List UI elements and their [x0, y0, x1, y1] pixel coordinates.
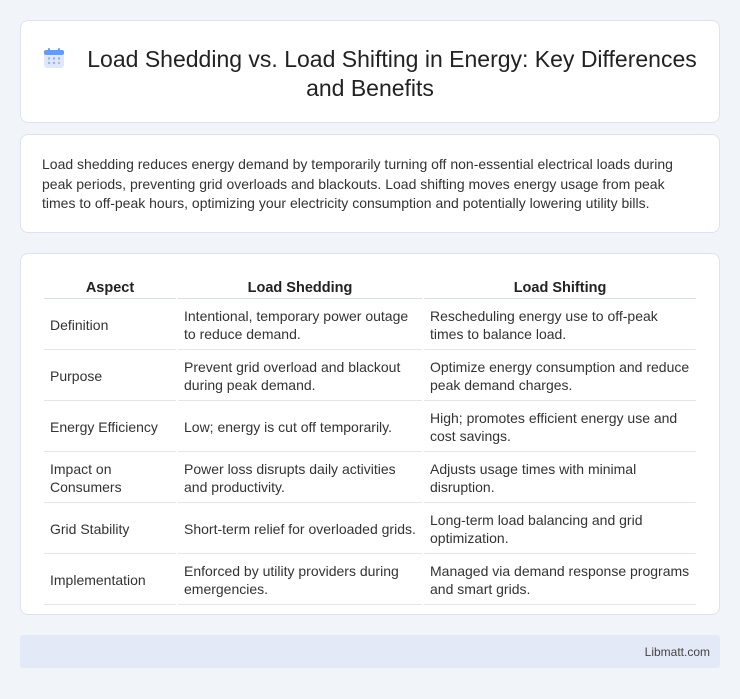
footer: [20, 635, 720, 668]
table-row: [44, 505, 696, 554]
table-cell-load-shedding: Intentional, temporary power outage to reduce demand.: [178, 301, 422, 350]
table-cell-aspect: Grid Stability: [44, 505, 176, 554]
comparison-card: [20, 253, 720, 615]
table-cell-load-shifting: Rescheduling energy use to off-peak times to balance load.: [424, 301, 696, 350]
table-cell-load-shifting: High; promotes efficient energy use and cost savings.: [424, 403, 696, 452]
column-header-load-shifting: Load Shifting: [424, 278, 696, 299]
table-cell-load-shedding: Power loss disrupts daily activities and productivity.: [178, 454, 422, 503]
table-row: [44, 352, 696, 401]
table-row: [44, 556, 696, 605]
table-cell-load-shifting: Adjusts usage times with minimal disruption.: [424, 454, 696, 503]
table-cell-aspect: Purpose: [44, 352, 176, 401]
table-row: [44, 454, 696, 503]
title-text: Load Shedding vs. Load Shifting in Energy: Key Differences and Benefits: [87, 46, 697, 101]
table-cell-load-shedding: Short-term relief for overloaded grids.: [178, 505, 422, 554]
table-cell-aspect: Implementation: [44, 556, 176, 605]
table-row: [44, 403, 696, 452]
table-cell-load-shedding: Prevent grid overload and blackout during peak demand.: [178, 352, 422, 401]
column-header-aspect: Aspect: [44, 278, 176, 299]
table-row: [44, 301, 696, 350]
intro-card: [20, 134, 720, 233]
column-header-load-shedding: Load Shedding: [178, 278, 422, 299]
table-cell-load-shifting: Long-term load balancing and grid optimization.: [424, 505, 696, 554]
table-cell-aspect: Definition: [44, 301, 176, 350]
table-cell-aspect: Impact on Consumers: [44, 454, 176, 503]
table-cell-load-shifting: Optimize energy consumption and reduce peak demand charges.: [424, 352, 696, 401]
table-cell-load-shedding: Low; energy is cut off temporarily.: [178, 403, 422, 452]
calendar-icon: [43, 47, 65, 69]
title-card: [20, 20, 720, 123]
footer-site-link[interactable]: Libmatt.com: [644, 645, 710, 659]
comparison-table: [42, 276, 698, 607]
table-cell-load-shedding: Enforced by utility providers during emergencies.: [178, 556, 422, 605]
page-title: [21, 45, 719, 103]
table-cell-aspect: Energy Efficiency: [44, 403, 176, 452]
intro-paragraph: Load shedding reduces energy demand by temporarily turning off non-essential electrical loads during peak periods, preventing grid overloads and blackouts. Load shifting moves energy usage from peak times to off-peak hours, optimizing your electricity consumption and potentially lowering utility bills.: [42, 156, 673, 211]
table-cell-load-shifting: Managed via demand response programs and smart grids.: [424, 556, 696, 605]
table-header-row: [44, 278, 696, 299]
